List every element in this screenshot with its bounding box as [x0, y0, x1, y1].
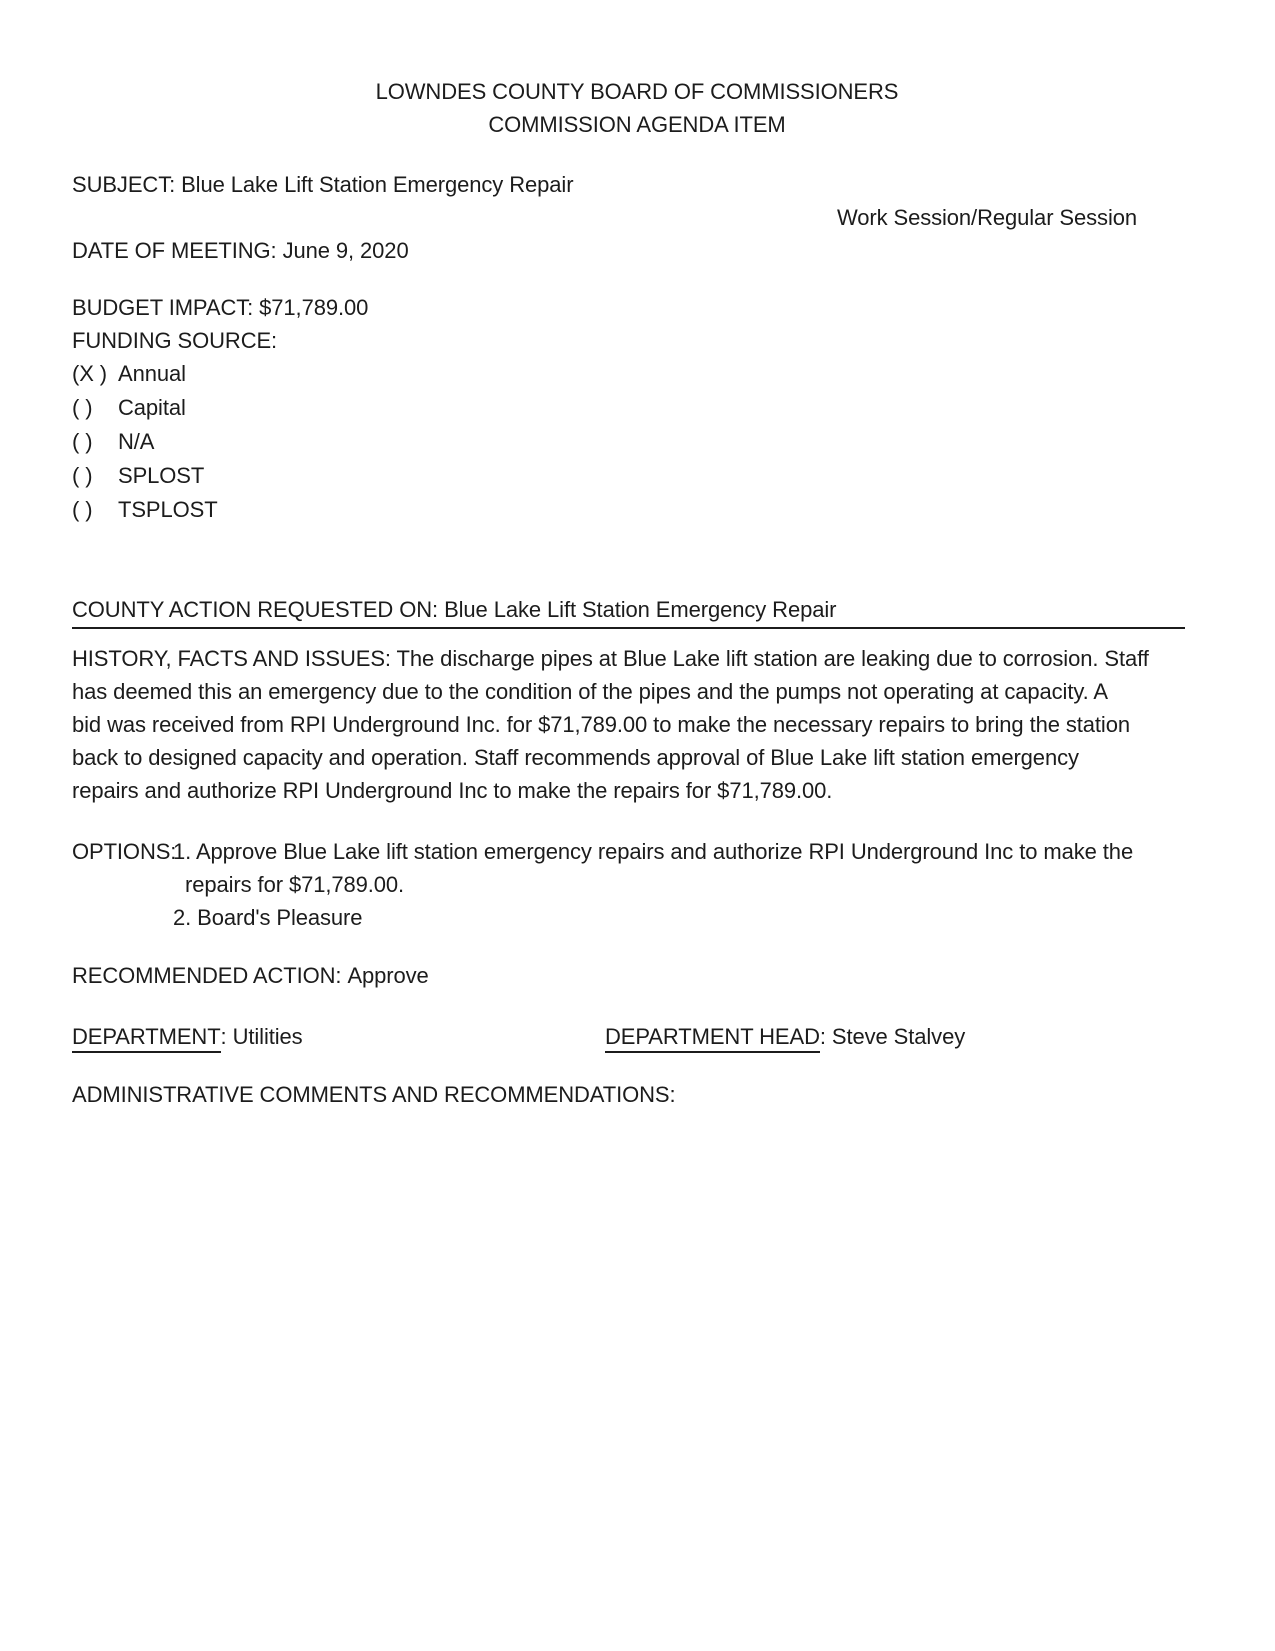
checkbox-mark-tsplost: ( ) — [72, 497, 93, 522]
department-head-label: DEPARTMENT HEAD — [605, 1022, 820, 1053]
title-line-1: LOWNDES COUNTY BOARD OF COMMISSIONERS — [375, 79, 899, 104]
funding-option-na — [72, 425, 1185, 459]
department-colon: : — [220, 1024, 227, 1049]
subject-value: Blue Lake Lift Station Emergency Repair — [181, 172, 574, 197]
budget-impact-value: $71,789.00 — [259, 295, 369, 320]
meeting-date-value: June 9, 2020 — [282, 238, 409, 263]
funding-option-label-splost: SPLOST — [118, 463, 205, 488]
subject-line — [72, 168, 1185, 201]
checkbox-mark-na: ( ) — [72, 429, 93, 454]
options-items — [173, 835, 1133, 934]
budget-impact-line — [72, 291, 1185, 324]
funding-option-label-capital: Capital — [118, 395, 186, 420]
history-line: repairs and authorize RPI Underground Inc to make the repairs for $71,789.00. — [72, 778, 833, 803]
document-title — [72, 75, 1185, 141]
recommended-action-line — [72, 959, 1185, 992]
department-head-value: Steve Stalvey — [831, 1024, 966, 1049]
funding-option-label-tsplost: TSPLOST — [118, 497, 218, 522]
county-action-value: Blue Lake Lift Station Emergency Repair — [444, 597, 837, 622]
meeting-date-line — [72, 234, 1185, 267]
option-1-line-1: 1. Approve Blue Lake lift station emergency repairs and authorize RPI Underground Inc to make the — [173, 839, 1134, 864]
recommended-action-value: Approve — [347, 963, 429, 988]
funding-source-label: FUNDING SOURCE: — [72, 328, 278, 353]
county-action-label: COUNTY ACTION REQUESTED ON: — [72, 597, 439, 622]
meeting-date-label: DATE OF MEETING: — [72, 238, 277, 263]
budget-impact-label: BUDGET IMPACT: — [72, 295, 254, 320]
history-line: has deemed this an emergency due to the condition of the pipes and the pumps not operating at capacity. A — [72, 679, 1109, 704]
history-line: bid was received from RPI Underground Inc. for $71,789.00 to make the necessary repairs to bring the station — [72, 712, 1130, 737]
history-line: back to designed capacity and operation. Staff recommends approval of Blue Lake lift station emergency — [72, 745, 1079, 770]
funding-option-label-na: N/A — [118, 429, 155, 454]
department-head-line — [605, 1020, 1185, 1053]
checkbox-mark-annual: (X ) — [72, 361, 108, 386]
options-label: OPTIONS: — [72, 839, 177, 864]
county-action-line — [72, 593, 1185, 629]
session-type-line — [72, 201, 1185, 234]
department-value: Utilities — [232, 1024, 303, 1049]
department-label: DEPARTMENT — [72, 1022, 221, 1053]
subject-label: SUBJECT: — [72, 172, 176, 197]
funding-option-annual — [72, 357, 1185, 391]
funding-option-label-annual: Annual — [118, 361, 186, 386]
option-1-line-2: repairs for $71,789.00. — [185, 872, 405, 897]
title-line-2: COMMISSION AGENDA ITEM — [488, 112, 786, 137]
department-head-colon: : — [819, 1024, 826, 1049]
department-line — [72, 1020, 605, 1053]
checkbox-mark-capital: ( ) — [72, 395, 93, 420]
history-line: HISTORY, FACTS AND ISSUES: The discharge pipes at Blue Lake lift station are leaking due to corrosion. Staff — [72, 646, 1149, 671]
department-row — [72, 1020, 1185, 1053]
funding-source-options — [72, 357, 1185, 527]
funding-option-capital — [72, 391, 1185, 425]
session-type: Work Session/Regular Session — [836, 205, 1137, 230]
history-facts-issues-paragraph — [72, 642, 1185, 807]
administrative-comments-label: ADMINISTRATIVE COMMENTS AND RECOMMENDATIONS: — [72, 1082, 676, 1107]
option-2: 2. Board's Pleasure — [173, 905, 363, 930]
checkbox-mark-splost: ( ) — [72, 463, 93, 488]
funding-option-tsplost — [72, 493, 1185, 527]
options-section — [72, 835, 1185, 934]
recommended-action-label: RECOMMENDED ACTION: — [72, 963, 342, 988]
funding-option-splost — [72, 459, 1185, 493]
